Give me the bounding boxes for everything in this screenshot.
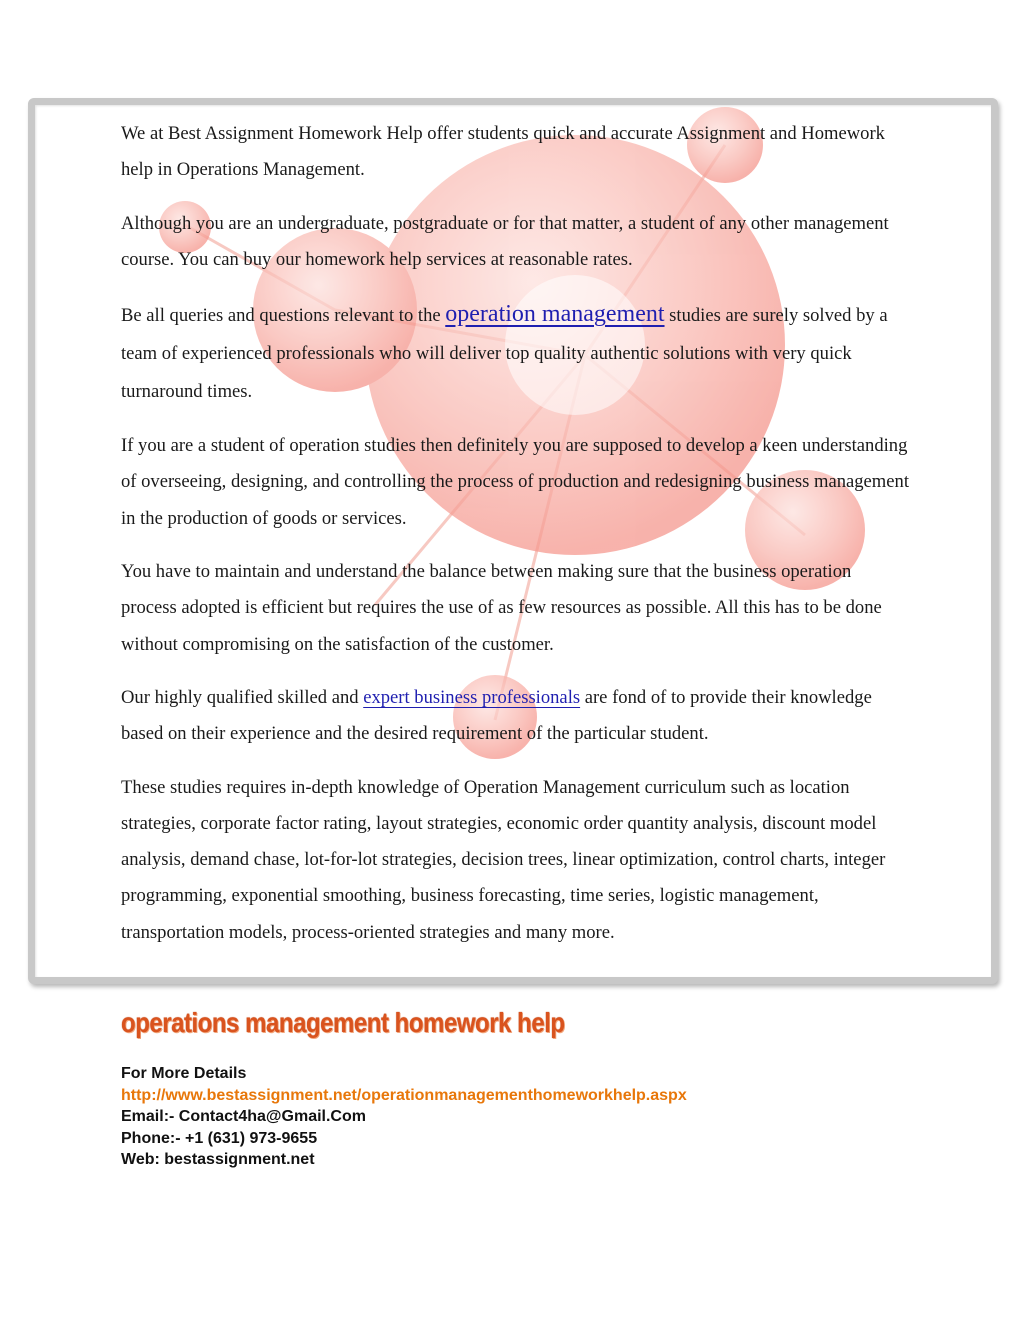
contact-email: Email:- Contact4ha@Gmail.Com [121, 1108, 366, 1125]
paragraph-queries [121, 295, 911, 411]
paragraph-intro: We at Best Assignment Homework Help offer students quick and accurate Assignment and Homework help in Operations Management. [121, 123, 885, 181]
operation-management-link[interactable]: operation management [445, 301, 665, 328]
paragraph-queries-after: studies are surely solved by a team of experienced professionals who will deliver top quality authentic solutions with very quick turnaround times. [121, 305, 888, 403]
paragraph-balance: You have to maintain and understand the balance between making sure that the business operation process adopted is efficient but requires the use of as few resources as possible. All this has to be done without compromising on the satisfaction of the customer. [121, 561, 882, 655]
article-body [121, 116, 911, 968]
paragraph-students: Although you are an undergraduate, postgraduate or for that matter, a student of any other management course. You can buy our homework help services at reasonable rates. [121, 212, 889, 270]
operations-management-heading-image: operations management homework help [121, 1007, 565, 1038]
paragraph-professionals-before: Our highly qualified skilled and [121, 686, 364, 708]
paragraph-operation-studies: If you are a student of operation studies then definitely you are supposed to develop a keen understanding of overseeing, designing, and controlling the process of production and redesigning business management in the production of goods or services. [121, 435, 909, 529]
contact-title: For More Details [121, 1065, 247, 1082]
expert-business-professionals-link[interactable]: expert business professionals [363, 686, 581, 708]
paragraph-professionals-after: are fond of to provide their knowledge based on their experience and the desired requirement of the particular student. [121, 686, 872, 745]
paragraph-professionals [121, 680, 911, 753]
contact-block [121, 1063, 687, 1171]
contact-phone: Phone:- +1 (631) 973-9655 [121, 1129, 318, 1147]
contact-url-link[interactable]: http://www.bestassignment.net/operationmanagementhomeworkhelp.aspx [121, 1086, 687, 1104]
contact-web: Web: bestassignment.net [121, 1151, 315, 1168]
paragraph-curriculum: These studies requires in-depth knowledge of Operation Management curriculum such as location strategies, corporate factor rating, layout strategies, economic order quantity analysis, discount model analysis, demand chase, lot-for-lot strategies, decision trees, linear optimization, control charts, integer programming, exponential smoothing, business forecasting, time series, logistic management, transportation models, process-oriented strategies and many more. [121, 776, 886, 943]
paragraph-queries-before: Be all queries and questions relevant to the [121, 305, 446, 327]
